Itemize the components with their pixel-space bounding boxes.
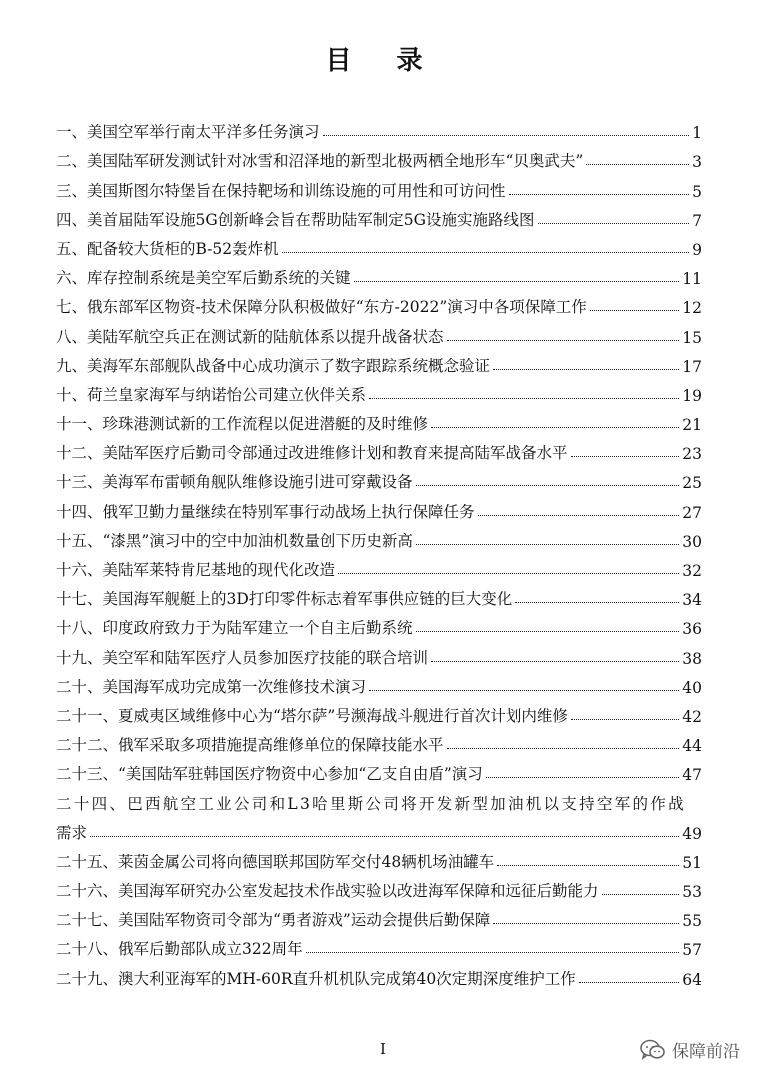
toc-entry[interactable] [56,376,702,405]
toc-leader-dots [493,923,679,924]
toc-entry-title: 一、美国空军举行南太平洋多任务演习 [56,123,320,142]
toc-leader-dots [447,748,680,749]
toc-entry-page: 30 [682,532,702,551]
toc-entry-page: 42 [682,707,702,726]
toc-entry[interactable] [56,317,702,346]
toc-entry-page: 21 [682,416,702,435]
toc-entry-title: 七、俄东部军区物资-技术保障分队积极做好“东方-2022”演习中各项保障工作 [56,298,587,317]
toc-entry-page: 51 [682,853,702,872]
toc-entry[interactable] [56,784,702,842]
toc-entry[interactable] [56,959,702,988]
toc-entry-title: 二十七、美国陆军物资司令部为“勇者游戏”运动会提供后勤保障 [56,911,491,930]
toc-entry-page: 53 [682,883,702,902]
toc-entry[interactable] [56,405,702,434]
toc-leader-dots [571,456,680,457]
toc-leader-dots [416,631,680,632]
toc-leader-dots [497,865,679,866]
toc-entry[interactable] [56,638,702,667]
toc-leader-dots [90,836,679,837]
toc-entry-title: 二十二、俄军采取多项措施提高维修单位的保障技能水平 [56,736,444,755]
toc-entry-page: 25 [682,474,702,493]
toc-leader-dots [416,485,680,486]
toc-entry-title: 二十五、莱茵金属公司将向德国联邦国防军交付48辆机场油罐车 [56,852,495,871]
toc-entry-title: 十三、美海军布雷顿角舰队维修设施引进可穿戴设备 [56,473,413,492]
toc-entry-title: 六、库存控制系统是美空军后勤系统的关键 [56,269,351,288]
toc-entry-title: 九、美海军东部舰队战备中心成功演示了数字跟踪系统概念验证 [56,356,491,375]
toc-entry[interactable] [56,872,702,901]
toc-entry-page: 11 [682,270,702,289]
toc-leader-dots [571,719,679,720]
toc-entry[interactable] [56,347,702,376]
toc-entry[interactable] [56,668,702,697]
toc-entry-title: 十六、美陆军莱特肯尼基地的现代化改造 [56,561,336,579]
toc-entry-page: 9 [692,240,702,259]
footer-page-number: I [380,1040,386,1058]
toc-leader-dots [538,223,690,224]
wechat-icon [640,1039,666,1061]
toc-entry-title: 十九、美空军和陆军医疗人员参加医疗技能的联合培训 [56,648,429,667]
toc-entry-title: 十二、美陆军医疗后勤司令部通过改进维修计划和教育来提高陆军战备水平 [56,444,568,463]
toc-leader-dots [282,252,689,253]
toc-leader-dots [369,398,679,399]
toc-entry-page: 32 [682,562,702,580]
toc-entry[interactable] [56,522,702,551]
toc-leader-dots [338,573,679,574]
toc-leader-dots [369,690,679,691]
toc-entry-title: 二十一、夏威夷区域维修中心为“塔尔萨”号濒海战斗舰进行首次计划内维修 [56,706,568,725]
toc-leader-dots [323,135,690,136]
toc-entry-page: 64 [682,970,702,989]
toc-entry-title: 二十六、美国海军研究办公室发起技术作战实验以改进海军保障和远征后勤能力 [56,882,599,901]
toc-leader-dots [306,952,680,953]
toc-entry-title-continued: 需求 [56,823,88,842]
toc-entry[interactable] [56,843,702,872]
toc-entry-title: 二十、美国海军成功完成第一次维修技术演习 [56,677,367,696]
toc-leader-dots [602,894,680,895]
toc-leader-dots [431,427,679,428]
toc-entry-page: 1 [692,124,702,143]
toc-entry[interactable] [56,259,702,288]
toc-entry-page: 44 [682,737,702,756]
toc-entry-title: 十八、印度政府致力于为陆军建立一个自主后勤系统 [56,619,413,638]
toc-entry-title: 十一、珍珠港测试新的工作流程以促进潜艇的及时维修 [56,415,429,434]
toc-entry-title: 三、美国斯图尔特堡旨在保持靶场和训练设施的可用性和可访问性 [56,181,506,200]
toc-entry[interactable] [56,288,702,317]
toc-leader-dots [493,369,679,370]
toc-entry[interactable] [56,142,702,171]
toc-entry-title: 十四、俄军卫勤力量继续在特别军事行动战场上执行保障任务 [56,502,475,521]
toc-entry-page: 3 [692,153,702,172]
toc-entry[interactable] [56,171,702,200]
toc-entry[interactable] [56,230,702,259]
toc-leader-dots [416,544,679,545]
toc-entry-page: 15 [682,328,702,347]
toc-entry-title: 二十九、澳大利亚海军的MH-60R直升机机队完成第40次定期深度维护工作 [56,969,576,988]
toc-leader-dots [431,661,679,662]
toc-entry-page: 12 [682,299,702,318]
toc-entry[interactable] [56,201,702,230]
toc-title: 目 录 [325,46,441,76]
toc-leader-dots [486,777,679,778]
toc-entry[interactable] [56,901,702,930]
toc-entry[interactable] [56,492,702,521]
toc-entry-page: 23 [682,445,702,464]
toc-entry[interactable] [56,580,702,609]
toc-entry[interactable] [56,434,702,463]
toc-entry-title: 二十八、俄军后勤部队成立322周年 [56,940,303,959]
toc-entry-title: 五、配备较大货柜的B-52轰炸机 [56,239,279,258]
toc-leader-dots [586,164,689,165]
toc-entry[interactable] [56,726,702,755]
toc-entry-page: 40 [682,678,702,697]
toc-entry[interactable] [56,113,702,142]
toc-entry-title: 十五、“漆黑”演习中的空中加油机数量创下历史新高 [56,531,413,550]
toc-entry[interactable] [56,930,702,959]
toc-entry[interactable] [56,551,702,580]
toc-leader-dots [590,310,679,311]
toc-entry-page: 5 [692,182,702,201]
watermark-label: 保障前沿 [672,1042,740,1062]
toc-entry[interactable] [56,609,702,638]
toc-entry-page: 47 [682,766,702,785]
toc-entry-title: 二十三、“美国陆军驻韩国医疗物资中心参加“乙支自由盾”演习 [56,765,483,784]
toc-leader-dots [478,515,680,516]
toc-leader-dots [447,340,680,341]
toc-entry-page: 49 [682,824,702,843]
toc-entry-page: 57 [682,941,702,960]
toc-entry-title: 二、美国陆军研发测试针对冰雪和沼泽地的新型北极两栖全地形车“贝奥武夫” [56,152,584,171]
toc-leader-dots [354,281,680,282]
toc-entry-page: 27 [682,503,702,522]
toc-entry-page: 34 [682,591,702,610]
toc-entry[interactable] [56,463,702,492]
toc-entry-page: 7 [692,211,702,230]
toc-leader-dots [509,194,690,195]
watermark [640,1037,740,1062]
toc-entry[interactable] [56,697,702,726]
toc-entry-title: 十、荷兰皇家海军与纳诺怡公司建立伙伴关系 [56,385,367,404]
toc-entry[interactable] [56,755,702,784]
toc-entry-title: 二十四、巴西航空工业公司和L3哈里斯公司将开发新型加油机以支持空军的作战 [56,794,686,813]
toc-entry-title: 十七、美国海军舰艇上的3D打印零件标志着军事供应链的巨大变化 [56,590,513,609]
toc-entry-page: 36 [682,620,702,639]
toc-entry-page: 19 [682,386,702,405]
toc-leader-dots [515,602,679,603]
toc-entry-page: 55 [682,912,702,931]
toc-entry-page: 17 [682,357,702,376]
toc-entry-page: 38 [682,649,702,668]
toc-list [56,113,702,989]
toc-entry-title: 四、美首届陆军设施5G创新峰会旨在帮助陆军制定5G设施实施路线图 [56,210,535,229]
toc-leader-dots [579,982,680,983]
toc-entry-title: 八、美陆军航空兵正在测试新的陆航体系以提升战备状态 [56,327,444,346]
